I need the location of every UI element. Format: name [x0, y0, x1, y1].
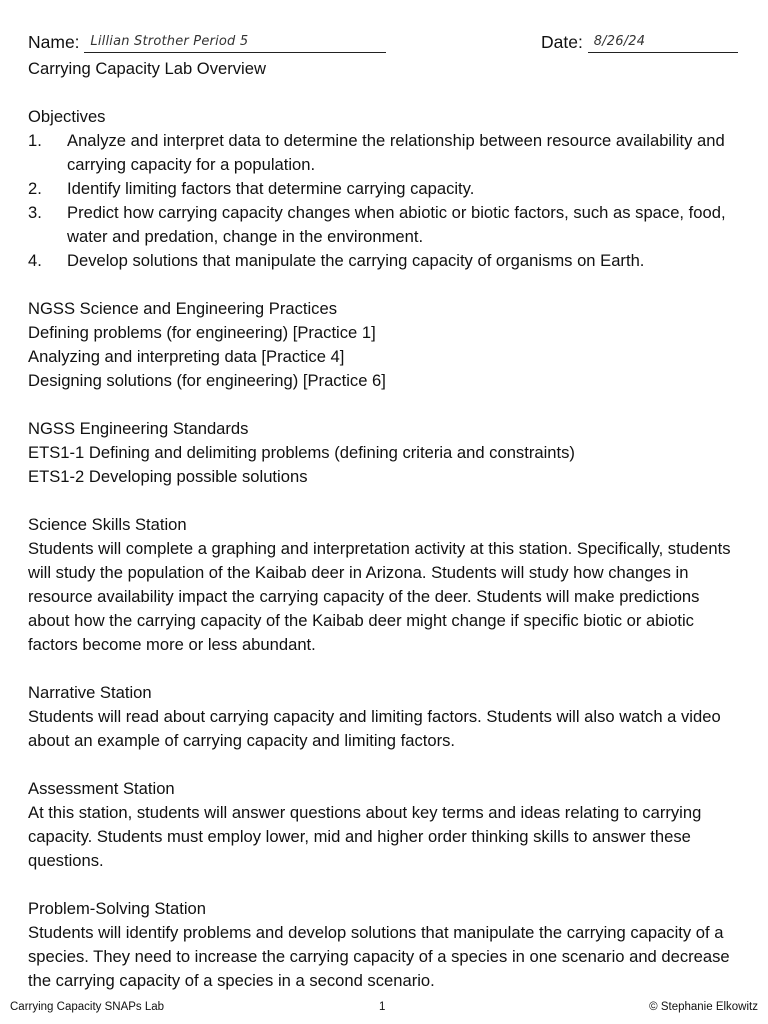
name-line [84, 30, 386, 53]
objective-item: 3. Predict how carrying capacity changes when abiotic or biotic factors, such as space, food, water and predation, change in the environment. [28, 203, 726, 246]
date-label: Date: [541, 32, 583, 52]
station-description: Students will complete a graphing and interpretation activity at this station. Specifically, students will study the population of the Kaibab deer in Arizona. Students will study how changes in resource availability impact the carrying capacity of the deer. Students will make predictions about how the carrying capacity of the Kaibab deer might change if specific biotic or abiotic factors become more or less abundant. [28, 539, 731, 654]
date-handwritten: 8/26/24 [593, 34, 646, 49]
station-heading: Problem-Solving Station [28, 899, 207, 918]
practice-line: Defining problems (for engineering) [Practice 1] [28, 323, 376, 342]
narrative-station [28, 681, 744, 753]
station-heading: Assessment Station [28, 779, 175, 798]
standard-line: ETS1-2 Developing possible solutions [28, 467, 308, 486]
problem-solving-station [28, 897, 744, 993]
standard-line: ETS1-1 Defining and delimiting problems (defining criteria and constraints) [28, 443, 575, 462]
station-description: At this station, students will answer questions about key terms and ideas relating to carrying capacity. Students must employ lower, mid and higher order thinking skills to answer these questions. [28, 803, 702, 870]
science-skills-station [28, 513, 744, 657]
name-field [28, 30, 386, 53]
document-body [28, 57, 744, 993]
practice-line: Analyzing and interpreting data [Practice 4] [28, 347, 345, 366]
date-line [588, 30, 738, 53]
objectives-list [28, 129, 744, 273]
document-subtitle: Carrying Capacity Lab Overview [28, 59, 266, 78]
station-description: Students will read about carrying capacity and limiting factors. Students will also watch a video about an example of carrying capacity and limiting factors. [28, 707, 721, 750]
objective-item: 4. Develop solutions that manipulate the carrying capacity of organisms on Earth. [28, 251, 645, 270]
name-label: Name: [28, 32, 80, 52]
station-heading: Science Skills Station [28, 515, 187, 534]
station-description: Students will identify problems and develop solutions that manipulate the carrying capacity of a species. They need to increase the carrying capacity of a species in one scenario and decrease the carrying capacity of a species in a second scenario. [28, 923, 730, 990]
page-number: 1 [379, 1001, 386, 1013]
date-field [541, 30, 738, 53]
copyright-notice: © Stephanie Elkowitz [649, 1001, 758, 1013]
station-heading: Narrative Station [28, 683, 152, 702]
standards-heading: NGSS Engineering Standards [28, 419, 249, 438]
standards-section [28, 417, 744, 489]
practices-heading: NGSS Science and Engineering Practices [28, 299, 337, 318]
objectives-heading: Objectives [28, 107, 106, 126]
objective-item: 1. Analyze and interpret data to determine the relationship between resource availability and carrying capacity for a population. [28, 131, 725, 174]
assessment-station [28, 777, 744, 873]
objective-item: 2. Identify limiting factors that determine carrying capacity. [28, 179, 475, 198]
name-handwritten: Lillian Strother Period 5 [90, 34, 249, 49]
practices-section [28, 297, 744, 393]
footer-lab-title: Carrying Capacity SNAPs Lab [10, 1001, 165, 1013]
objectives-section [28, 105, 744, 273]
practice-line: Designing solutions (for engineering) [Practice 6] [28, 371, 386, 390]
